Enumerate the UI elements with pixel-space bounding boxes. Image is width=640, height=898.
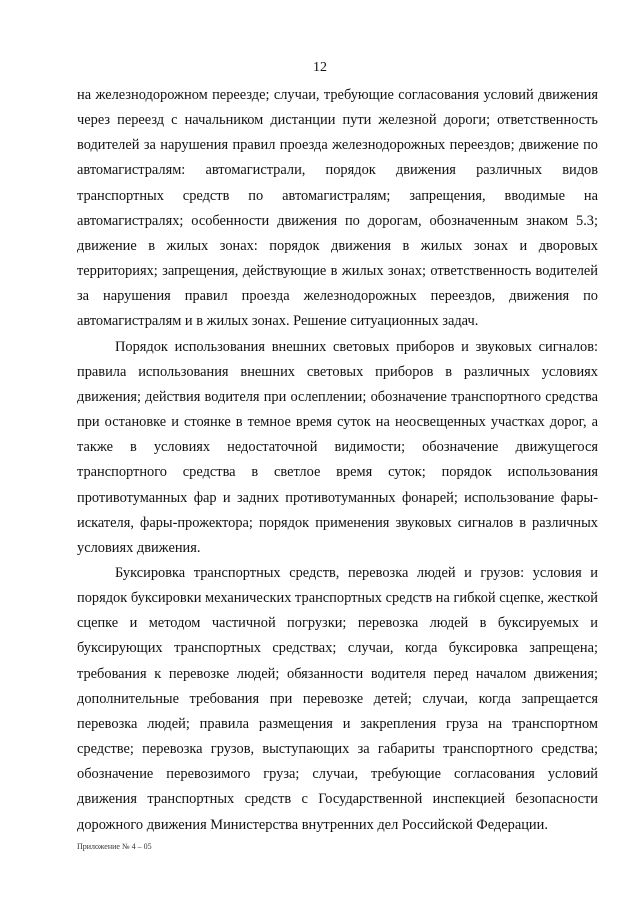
footer-note: Приложение № 4 – 05: [77, 842, 152, 851]
document-body: [77, 83, 598, 838]
paragraph-continuation: на железнодорожном переезде; случаи, требующие согласования условий движения через переезд с начальником дистанции пути железной дороги; ответственность водителей за нарушения правил проезда железнодорожных переездов; движение по автомагистралям: автомагистрали, порядок движения различных видов транспортных средств по автомагистралям; запрещения, вводимые на автомагистралях; особенности движения по дорогам, обозначенным знаком 5.3; движение в жилых зонах: порядок движения в жилых зонах и дворовых территориях; запрещения, действующие в жилых зонах; ответственность водителей за нарушения правил проезда железнодорожных переездов, движения по автомагистралям и в жилых зонах. Решение ситуационных задач.: [77, 87, 598, 330]
paragraph-lights-and-signals: Порядок использования внешних световых приборов и звуковых сигналов: правила использования внешних световых приборов в различных условиях движения; действия водителя при ослеплении; обозначение транспортного средства при остановке и стоянке в темное время суток на неосвещенных участках дорог, а также в условиях недостаточной видимости; обозначение движущегося транспортного средства в светлое время суток; порядок использования противотуманных фар и задних противотуманных фонарей; использование фары-искателя, фары-прожектора; порядок применения звуковых сигналов в различных условиях движения.: [77, 338, 598, 556]
paragraph-towing-and-transport: Буксировка транспортных средств, перевозка людей и грузов: условия и порядок буксировки механических транспортных средств на гибкой сцепке, жесткой сцепке и методом частичной погрузки; перевозка людей в буксируемых и буксирующих транспортных средствах; случаи, когда буксировка запрещена; требования к перевозке людей; обязанности водителя перед началом движения; дополнительные требования при перевозке детей; случаи, когда запрещается перевозка людей; правила размещения и закрепления груза на транспортном средстве; перевозка грузов, выступающих за габариты транспортного средства; обозначение перевозимого груза; случаи, требующие согласования условий движения транспортных средств с Государственной инспекцией безопасности дорожного движения Министерства внутренних дел Российской Федерации.: [77, 564, 598, 833]
page-number: 12: [313, 60, 327, 75]
